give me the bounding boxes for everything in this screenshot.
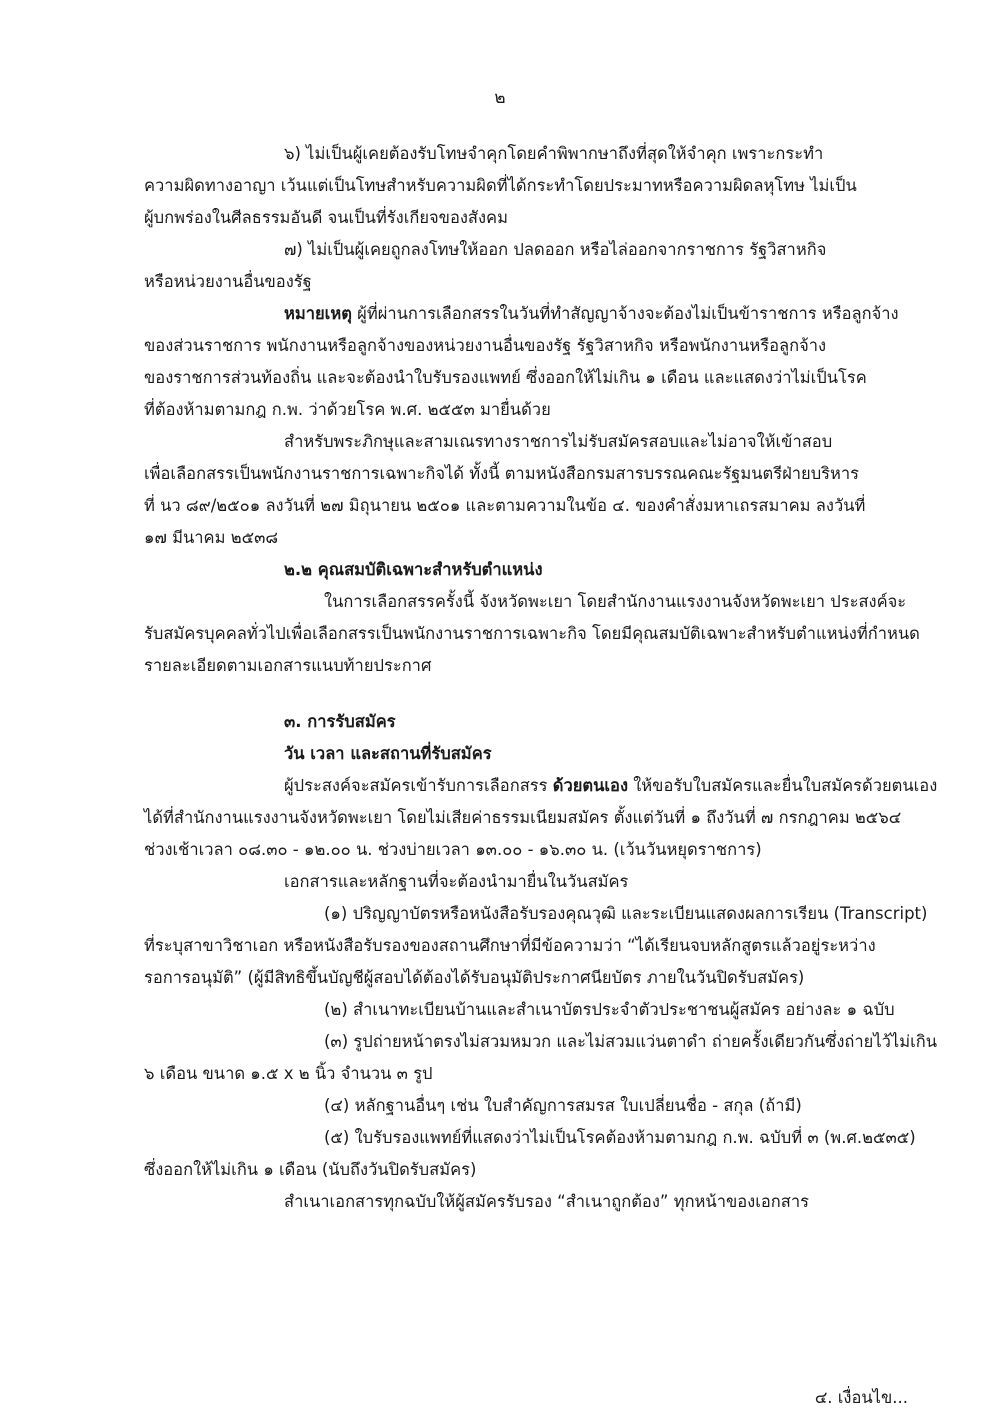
doc4: (๔) หลักฐานอื่นๆ เช่น ใบสำคัญการสมรส ใบเปลี่ยนชื่อ - สกุล (ถ้ามี) xyxy=(324,1096,802,1115)
docs-intro: เอกสารและหลักฐานที่จะต้องนำมายื่นในวันสมัคร xyxy=(284,872,629,891)
doc1-line3: รอการอนุมัติ” (ผู้มีสิทธิขึ้นบัญชีผู้สอบได้ต้องได้รับอนุมัติประกาศนียบัตร ภายในวันปิดรับสมัคร) xyxy=(144,968,805,987)
remark-label: หมายเหตุ xyxy=(284,304,352,323)
item6-line2: ความผิดทางอาญา เว้นแต่เป็นโทษสำหรับความผิดที่ได้กระทำโดยประมาทหรือความผิดลหุโทษ ไม่เป็น xyxy=(144,176,857,195)
apply-line1 xyxy=(284,774,937,798)
section22-line1: ในการเลือกสรรครั้งนี้ จังหวัดพะเยา โดยสำนักงานแรงงานจังหวัดพะเยา ประสงค์จะ xyxy=(324,592,907,611)
doc5-line1: (๕) ใบรับรองแพทย์ที่แสดงว่าไม่เป็นโรคต้องห้ามตามกฎ ก.พ. ฉบับที่ ๓ (พ.ศ.๒๕๓๕) xyxy=(324,1128,916,1147)
apply-line2: ได้ที่สำนักงานแรงงานจังหวัดพะเยา โดยไม่เสียค่าธรรมเนียมสมัคร ตั้งแต่วันที่ ๑ ถึงวันที่ ๗ กรกฎาคม ๒๕๖๔ xyxy=(144,808,902,827)
item6-line1: ๖) ไม่เป็นผู้เคยต้องรับโทษจำคุกโดยคำพิพากษาถึงที่สุดให้จำคุก เพราะกระทำ xyxy=(284,144,824,163)
page-number: ๒ xyxy=(494,88,506,108)
doc3-line2: ๖ เดือน ขนาด ๑.๕ x ๒ นิ้ว จำนวน ๓ รูป xyxy=(144,1064,433,1083)
section22-heading: ๒.๒ คุณสมบัติเฉพาะสำหรับตำแหน่ง xyxy=(284,560,543,579)
apply-line1-a: ผู้ประสงค์จะสมัครเข้ารับการเลือกสรร xyxy=(284,776,553,795)
continued-footer: ๔. เงื่อนไข... xyxy=(814,1388,908,1407)
remark-line2: ของส่วนราชการ พนักงานหรือลูกจ้างของหน่วยงานอื่นของรัฐ รัฐวิสาหกิจ หรือพนักงานหรือลูกจ้าง xyxy=(144,336,827,355)
remark-line1 xyxy=(284,302,899,326)
section22-line2: รับสมัครบุคคลทั่วไปเพื่อเลือกสรรเป็นพนักงานราชการเฉพาะกิจ โดยมีคุณสมบัติเฉพาะสำหรับตำแหน่งที่กำหนด xyxy=(144,624,920,643)
section3-subheading: วัน เวลา และสถานที่รับสมัคร xyxy=(284,744,492,763)
copy-certify-note: สำเนาเอกสารทุกฉบับให้ผู้สมัครรับรอง “สำเนาถูกต้อง” ทุกหน้าของเอกสาร xyxy=(284,1192,809,1211)
remark-line3: ของราชการส่วนท้องถิ่น และจะต้องนำใบรับรองแพทย์ ซึ่งออกให้ไม่เกิน ๑ เดือน และแสดงว่าไม่เป็นโรค xyxy=(144,368,867,387)
doc1-line1: (๑) ปริญญาบัตรหรือหนังสือรับรองคุณวุฒิ และระเบียนแสดงผลการเรียน (Transcript) xyxy=(324,904,928,923)
remark-line1-text: ผู้ที่ผ่านการเลือกสรรในวันที่ทำสัญญาจ้างจะต้องไม่เป็นข้าราชการ หรือลูกจ้าง xyxy=(351,304,899,323)
doc1-line2: ที่ระบุสาขาวิชาเอก หรือหนังสือรับรองของสถานศึกษาที่มีข้อความว่า “ได้เรียนจบหลักสูตรแล้วอยู่ระหว่าง xyxy=(144,936,876,955)
doc2: (๒) สำเนาทะเบียนบ้านและสำเนาบัตรประจำตัวประชาชนผู้สมัคร อย่างละ ๑ ฉบับ xyxy=(324,1000,895,1019)
apply-in-person: ด้วยตนเอง xyxy=(552,776,628,795)
section22-line3: รายละเอียดตามเอกสารแนบท้ายประกาศ xyxy=(144,656,432,675)
item7-line1: ๗) ไม่เป็นผู้เคยถูกลงโทษให้ออก ปลดออก หรือไล่ออกจากราชการ รัฐวิสาหกิจ xyxy=(284,240,827,259)
section3-heading: ๓. การรับสมัคร xyxy=(284,712,396,731)
monks-line4: ๑๗ มีนาคม ๒๕๓๘ xyxy=(144,528,279,547)
doc3-line1: (๓) รูปถ่ายหน้าตรงไม่สวมหมวก และไม่สวมแว่นตาดำ ถ่ายครั้งเดียวกันซึ่งถ่ายไว้ไม่เกิน xyxy=(324,1032,937,1051)
monks-line3: ที่ นว ๘๙/๒๕๐๑ ลงวันที่ ๒๗ มิถุนายน ๒๕๐๑ และตามความในข้อ ๔. ของคำสั่งมหาเถรสมาคม ลงวันที่ xyxy=(144,496,866,515)
item6-line3: ผู้บกพร่องในศีลธรรมอันดี จนเป็นที่รังเกียจของสังคม xyxy=(144,208,508,227)
apply-line1-b: ให้ขอรับใบสมัครและยื่นใบสมัครด้วยตนเอง xyxy=(628,776,938,795)
monks-line2: เพื่อเลือกสรรเป็นพนักงานราชการเฉพาะกิจได้ ทั้งนี้ ตามหนังสือกรมสารบรรณคณะรัฐมนตรีฝ่ายบริหาร xyxy=(144,464,860,483)
doc5-line2: ซึ่งออกให้ไม่เกิน ๑ เดือน (นับถึงวันปิดรับสมัคร) xyxy=(144,1160,477,1179)
remark-line4: ที่ต้องห้ามตามกฎ ก.พ. ว่าด้วยโรค พ.ศ. ๒๕๕๓ มายื่นด้วย xyxy=(144,400,551,419)
item7-line2: หรือหน่วยงานอื่นของรัฐ xyxy=(144,272,312,291)
apply-line3: ช่วงเช้าเวลา ๐๘.๓๐ - ๑๒.๐๐ น. ช่วงบ่ายเวลา ๑๓.๐๐ - ๑๖.๓๐ น. (เว้นวันหยุดราชการ) xyxy=(144,840,762,859)
monks-line1: สำหรับพระภิกษุและสามเณรทางราชการไม่รับสมัครสอบและไม่อาจให้เข้าสอบ xyxy=(284,432,833,451)
